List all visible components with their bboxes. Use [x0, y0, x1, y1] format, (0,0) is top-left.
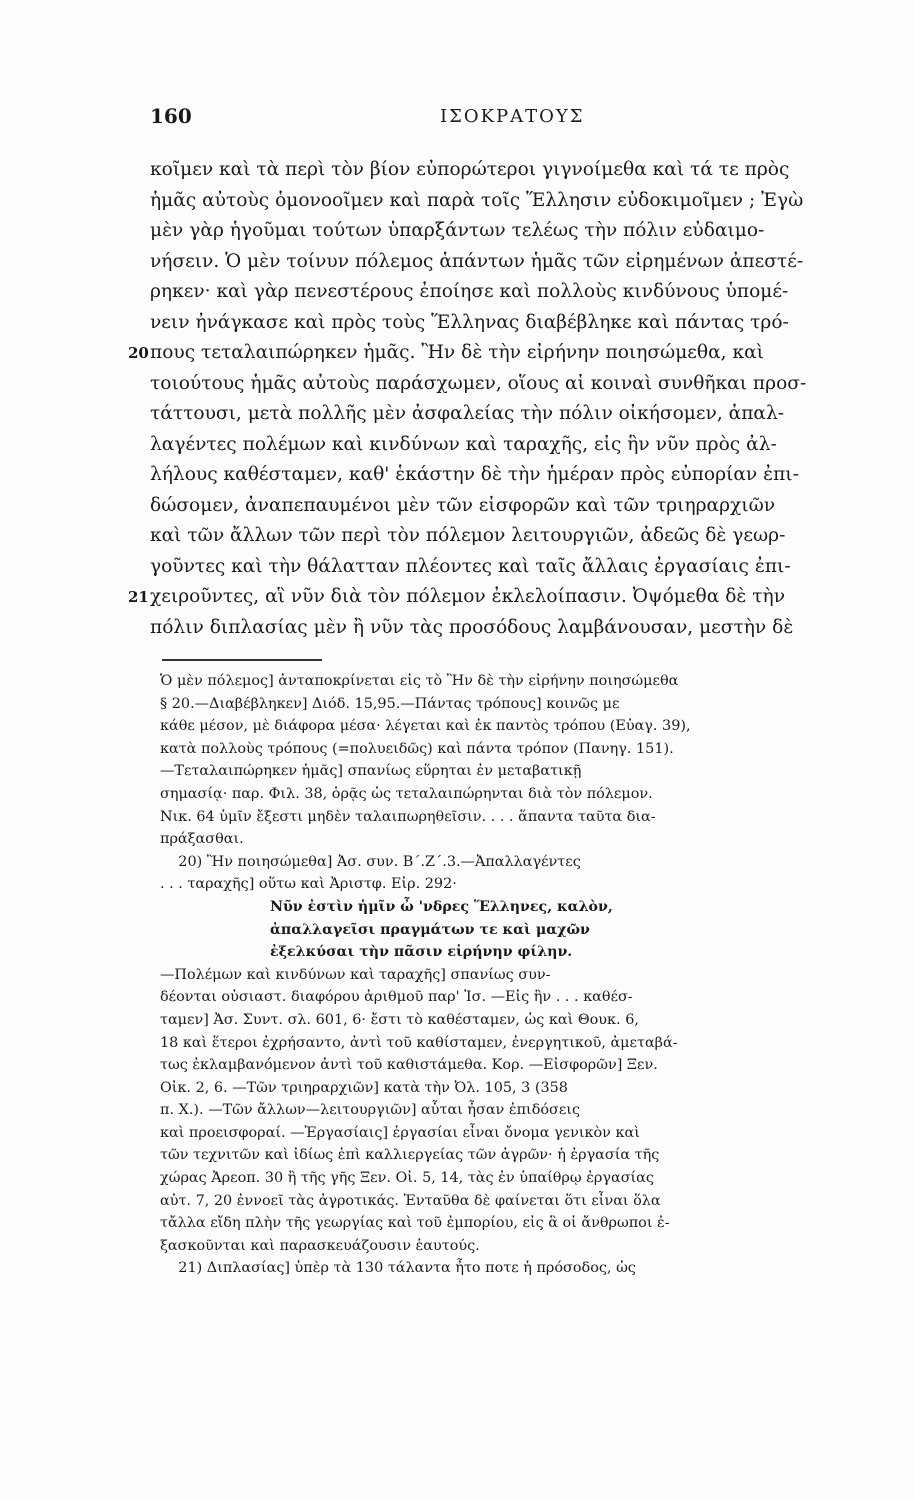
- note-line: αὐτ. 7, 20 ἐννοεῖ τὰς ἀγροτικάς. Ἐνταῦθα δὲ φαίνεται ὅτι εἶναι ὅλα: [160, 1192, 661, 1209]
- quoted-verse-line: ἀπαλλαγεῖσι πραγμάτων τε καὶ μαχῶν: [270, 921, 590, 938]
- running-head: ΙΣΟΚΡΑΤΟΥΣ: [440, 106, 585, 127]
- note-line: κάθε μέσον, μὲ διάφορα μέσα· λέγεται καὶ ἐκ παντὸς τρόπου (Εὐαγ. 39),: [160, 718, 691, 735]
- main-text-line: [150, 247, 872, 278]
- line-text: κοῖμεν καὶ τὰ περὶ τὸν βίον εὐπορώτεροι γιγνοίμεθα καὶ τά τε πρὸς: [150, 159, 790, 180]
- line-text: πους τεταλαιπώρηκεν ἡμᾶς. Ἢν δὲ τὴν εἰρήνην ποιησώμεθα, καὶ: [150, 342, 764, 363]
- commentary-notes: [160, 670, 872, 1280]
- note-line: Νικ. 64 ὑμῖν ἔξεστι μηδὲν ταλαιπωρηθεῖσιν. . . . ἅπαντα ταῦτα δια-: [160, 808, 656, 825]
- line-text: μὲν γὰρ ἡγοῦμαι τούτων ὑπαρξάντων τελέως τὴν πόλιν εὐδαιμο-: [150, 220, 765, 241]
- line-text: ἡμᾶς αὐτοὺς ὁμονοοῖμεν καὶ παρὰ τοῖς Ἕλλησιν εὐδοκιμοῖμεν ; Ἐγὼ: [150, 189, 804, 211]
- line-text: χειροῦντες, αἳ νῦν διὰ τὸν πόλεμον ἐκλελοίπασιν. Ὀψόμεθα δὲ τὴν: [150, 586, 786, 607]
- main-text-line: [150, 399, 872, 430]
- main-text-line: [150, 186, 872, 217]
- main-text-line: [150, 277, 872, 308]
- note-line: καὶ προεισφοραί. —Ἐργασίαις] ἐργασίαι εἶναι ὄνομα γενικὸν καὶ: [160, 1124, 640, 1141]
- note-line: τῶν τεχνιτῶν καὶ ἰδίως ἐπὶ καλλιεργείας τῶν ἀγρῶν· ἡ ἐργασία τῆς: [160, 1147, 660, 1164]
- note-line: πράξασθαι.: [160, 831, 244, 848]
- main-text-line: [150, 491, 872, 522]
- note-line: κατὰ πολλοὺς τρόπους (=πολυειδῶς) καὶ πάντα τρόπον (Πανηγ. 151).: [160, 740, 674, 757]
- note-line: —Τεταλαιπώρηκεν ἡμᾶς] σπανίως εὕρηται ἐν μεταβατικῇ: [160, 763, 582, 780]
- line-text: ρηκεν· καὶ γὰρ πενεστέρους ἐποίησε καὶ πολλοὺς κινδύνους ὑπομέ-: [150, 281, 789, 302]
- note-line: τως ἐκλαμβανόμενον ἀντὶ τοῦ καθιστάμεθα. Κορ. —Εἰσφορῶν] Ξεν.: [160, 1057, 658, 1074]
- note-line: § 20.—Διαβέβληκεν] Διόδ. 15,95.—Πάντας τρόπους] κοινῶς με: [160, 695, 620, 712]
- main-text-line: [150, 552, 872, 583]
- note-line: Οἰκ. 2, 6. —Τῶν τριηραρχιῶν] κατὰ τὴν Ὀλ. 105, 3 (358: [160, 1079, 568, 1096]
- note-line: σημασίᾳ· παρ. Φιλ. 38, ὁρᾷς ὡς τεταλαιπώρηνται διὰ τὸν πόλεμον.: [160, 785, 653, 802]
- line-text: τάττουσι, μετὰ πολλῆς μὲν ἀσφαλείας τὴν πόλιν οἰκήσομεν, ἀπαλ-: [150, 403, 785, 424]
- note-line: 21) Διπλασίας] ὑπὲρ τὰ 130 τάλαντα ἦτο ποτε ἡ πρόσοδος, ὡς: [160, 1260, 636, 1277]
- section-number: 20: [128, 344, 149, 362]
- main-text-line: [150, 308, 872, 339]
- page-header: [150, 104, 870, 138]
- main-text-line: [128, 582, 872, 613]
- page-number: 160: [150, 104, 192, 128]
- line-text: λαγέντες πολέμων καὶ κινδύνων καὶ ταραχῆς, εἰς ἣν νῦν πρὸς ἀλ-: [150, 433, 777, 455]
- note-line: π. Χ.). —Τῶν ἄλλων—λειτουργιῶν] αὗται ἦσαν ἐπιδόσεις: [160, 1102, 581, 1119]
- note-line: 20) Ἢν ποιησώμεθα] Ἀσ. συν. Β΄.Ζ΄.3.—Ἀπαλλαγέντες: [160, 853, 581, 870]
- main-text-line: [150, 521, 872, 552]
- main-text-line: [150, 216, 872, 247]
- section-number: 21: [128, 588, 149, 606]
- footnote-rule: [162, 659, 322, 661]
- quoted-verse-line: ἐξελκύσαι τὴν πᾶσιν εἰρήνην φίλην.: [270, 944, 573, 961]
- main-text-line: [150, 155, 872, 186]
- line-text: τοιούτους ἡμᾶς αὐτοὺς παράσχωμεν, οἵους αἱ κοιναὶ συνθῆκαι προσ-: [150, 372, 807, 394]
- main-text-line: [150, 613, 872, 644]
- main-text: [128, 155, 872, 643]
- note-line: 18 καὶ ἕτεροι ἐχρήσαντο, ἀντὶ τοῦ καθίσταμεν, ἐνεργητικοῦ, ἀμεταβά-: [160, 1034, 678, 1051]
- main-text-line: [128, 338, 872, 369]
- main-text-line: [150, 369, 872, 400]
- note-line: ξασκοῦνται καὶ παρασκευάζουσιν ἑαυτούς.: [160, 1237, 480, 1254]
- note-line: —Πολέμων καὶ κινδύνων καὶ ταραχῆς] σπανίως συν-: [160, 966, 551, 983]
- note-line: . . . ταραχῆς] οὕτω καὶ Ἀριστφ. Εἰρ. 292·: [160, 876, 457, 893]
- note-line: δέονται οὐσιαστ. διαφόρου ἀριθμοῦ παρ' Ἰσ. —Εἰς ἣν . . . καθέσ-: [160, 989, 633, 1006]
- line-text: νειν ἠνάγκασε καὶ πρὸς τοὺς Ἕλληνας διαβέβληκε καὶ πάντας τρό-: [150, 311, 789, 333]
- line-text: νήσειν. Ὁ μὲν τοίνυν πόλεμος ἁπάντων ἡμᾶς τῶν εἰρημένων ἀπεστέ-: [150, 250, 804, 272]
- note-line: ταμεν] Ἀσ. Συντ. σλ. 601, 6· ἔστι τὸ καθέσταμεν, ὡς καὶ Θουκ. 6,: [160, 1011, 639, 1028]
- quoted-verse-line: Νῦν ἐστὶν ἡμῖν ὦ 'νδρες Ἕλληνες, καλὸν,: [270, 898, 613, 915]
- line-text: λήλους καθέσταμεν, καθ' ἑκάστην δὲ τὴν ἡμέραν πρὸς εὐπορίαν ἐπι-: [150, 464, 799, 485]
- line-text: δώσομεν, ἀναπεπαυμένοι μὲν τῶν εἰσφορῶν καὶ τῶν τριηραρχιῶν: [150, 494, 776, 516]
- main-text-line: [150, 430, 872, 461]
- note-line: Ὁ μὲν πόλεμος] ἀνταποκρίνεται εἰς τὸ Ἢν δὲ τὴν εἰρήνην ποιησώμεθα: [160, 673, 679, 689]
- line-text: καὶ τῶν ἄλλων τῶν περὶ τὸν πόλεμον λειτουργιῶν, ἀδεῶς δὲ γεωρ-: [150, 525, 786, 546]
- note-line: χώρας Ἀρεοπ. 30 ἢ τῆς γῆς Ξεν. Οἰ. 5, 14, τὰς ἐν ὑπαίθρῳ ἐργασίας: [160, 1170, 654, 1187]
- line-text: πόλιν διπλασίας μὲν ἢ νῦν τὰς προσόδους λαμβάνουσαν, μεστὴν δὲ: [150, 616, 794, 638]
- main-text-line: [150, 460, 872, 491]
- note-line: τἄλλα εἴδη πλὴν τῆς γεωργίας καὶ τοῦ ἐμπορίου, εἰς ἃ οἱ ἄνθρωποι ἐ-: [160, 1215, 670, 1232]
- line-text: γοῦντες καὶ τὴν θάλατταν πλέοντες καὶ ταῖς ἄλλαις ἐργασίαις ἐπι-: [150, 555, 791, 577]
